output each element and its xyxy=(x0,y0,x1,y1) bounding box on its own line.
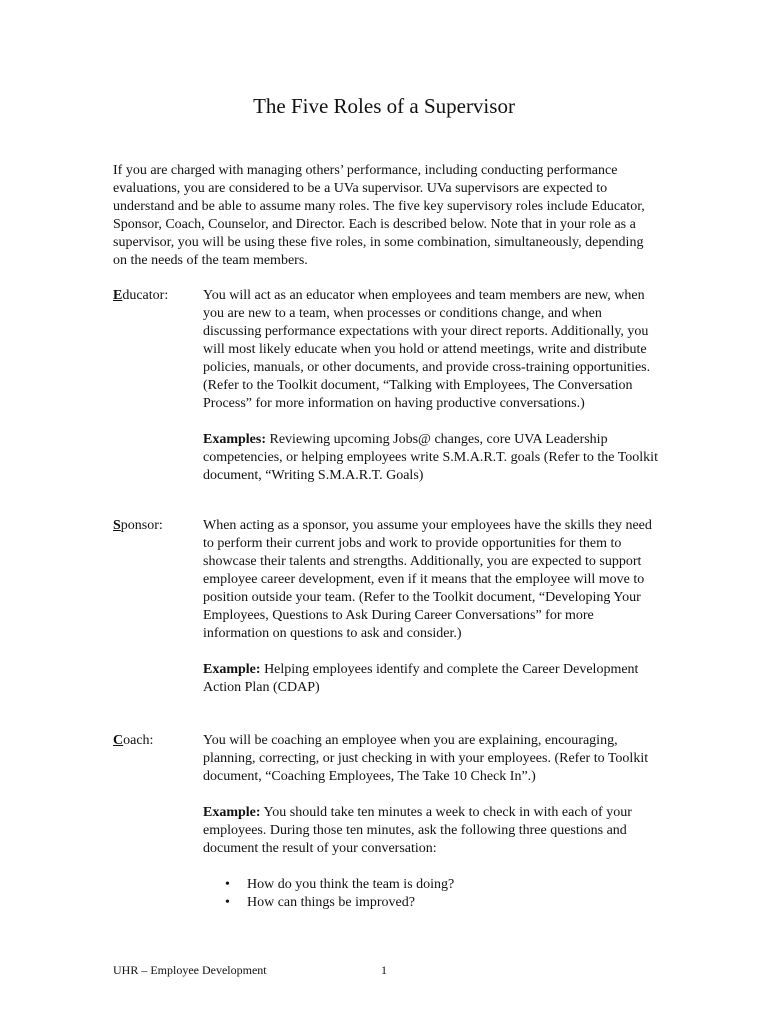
role-label-educator xyxy=(113,287,203,305)
list-item xyxy=(203,894,663,912)
role-body-coach xyxy=(203,732,663,912)
role-initial: E xyxy=(113,288,123,303)
role-label-sponsor xyxy=(113,517,203,535)
footer-department: UHR – Employee Development xyxy=(113,963,267,977)
page-title: The Five Roles of a Supervisor xyxy=(253,94,515,118)
role-description: When acting as a sponsor, you assume your employees have the skills they need to perform their current jobs and work to provide opportunities for them to showcase their talents and strengths. Additionally, you are expected to support employee career development, even if it means that the employee will move to position outside your team. (Refer to the Toolkit document, “Developing Your Employees, Questions to Ask During Career Conversations” for more information on questions to ask and consider.) xyxy=(203,518,652,641)
bullet-icon: • xyxy=(225,877,230,892)
question-list xyxy=(203,876,663,912)
role-example xyxy=(203,804,663,858)
role-body-sponsor xyxy=(203,517,663,697)
list-item-text: How can things be improved? xyxy=(247,895,415,910)
role-example xyxy=(203,431,663,485)
role-label-rest: ducator: xyxy=(122,288,169,303)
bullet-icon: • xyxy=(225,895,230,910)
role-label-coach xyxy=(113,732,203,750)
example-label: Examples: xyxy=(203,432,266,447)
role-initial: S xyxy=(113,518,121,533)
role-body-educator xyxy=(203,287,663,485)
role-example xyxy=(203,661,663,697)
role-description: You will be coaching an employee when you are explaining, encouraging, planning, correcting, or just checking in with your employees. (Refer to Toolkit document, “Coaching Employees, The Take 10 Check In”.) xyxy=(203,733,649,784)
intro-paragraph: If you are charged with managing others’ performance, including conducting performance evaluations, you are considered to be a UVa supervisor. UVa supervisors are expected to understand and be able to assume many roles. The five key supervisory roles include Educator, Sponsor, Coach, Counselor, and Director. Each is described below. Note that in your role as a supervisor, you will be using these five roles, in some combination, simultaneously, depending on the needs of the team members. xyxy=(113,163,645,268)
role-label-rest: ponsor: xyxy=(120,518,163,533)
footer-page-number: 1 xyxy=(381,963,387,977)
example-label: Example: xyxy=(203,662,261,677)
role-initial: C xyxy=(113,733,124,748)
list-item xyxy=(203,876,663,894)
example-label: Example: xyxy=(203,805,261,820)
example-text: You should take ten minutes a week to check in with each of your employees. During those ten minutes, ask the following three questions and document the result of your conversation: xyxy=(203,805,632,856)
example-text: Helping employees identify and complete the Career Development Action Plan (CDAP) xyxy=(203,662,639,695)
role-label-rest: oach: xyxy=(123,733,154,748)
role-description: You will act as an educator when employees and team members are new, when you are new to a team, when processes or conditions change, and when discussing performance expectations with your direct reports. Additionally, you will most likely educate when you hold or attend meetings, write and distribute policies, manuals, or other documents, and provide cross-training opportunities. (Refer to the Toolkit document, “Talking with Employees, The Conversation Process” for more information on having productive conversations.) xyxy=(203,288,651,411)
list-item-text: How do you think the team is doing? xyxy=(247,877,455,892)
example-text: Reviewing upcoming Jobs@ changes, core UVA Leadership competencies, or helping employees write S.M.A.R.T. goals (Refer to the Toolkit document, “Writing S.M.A.R.T. Goals) xyxy=(203,432,658,483)
